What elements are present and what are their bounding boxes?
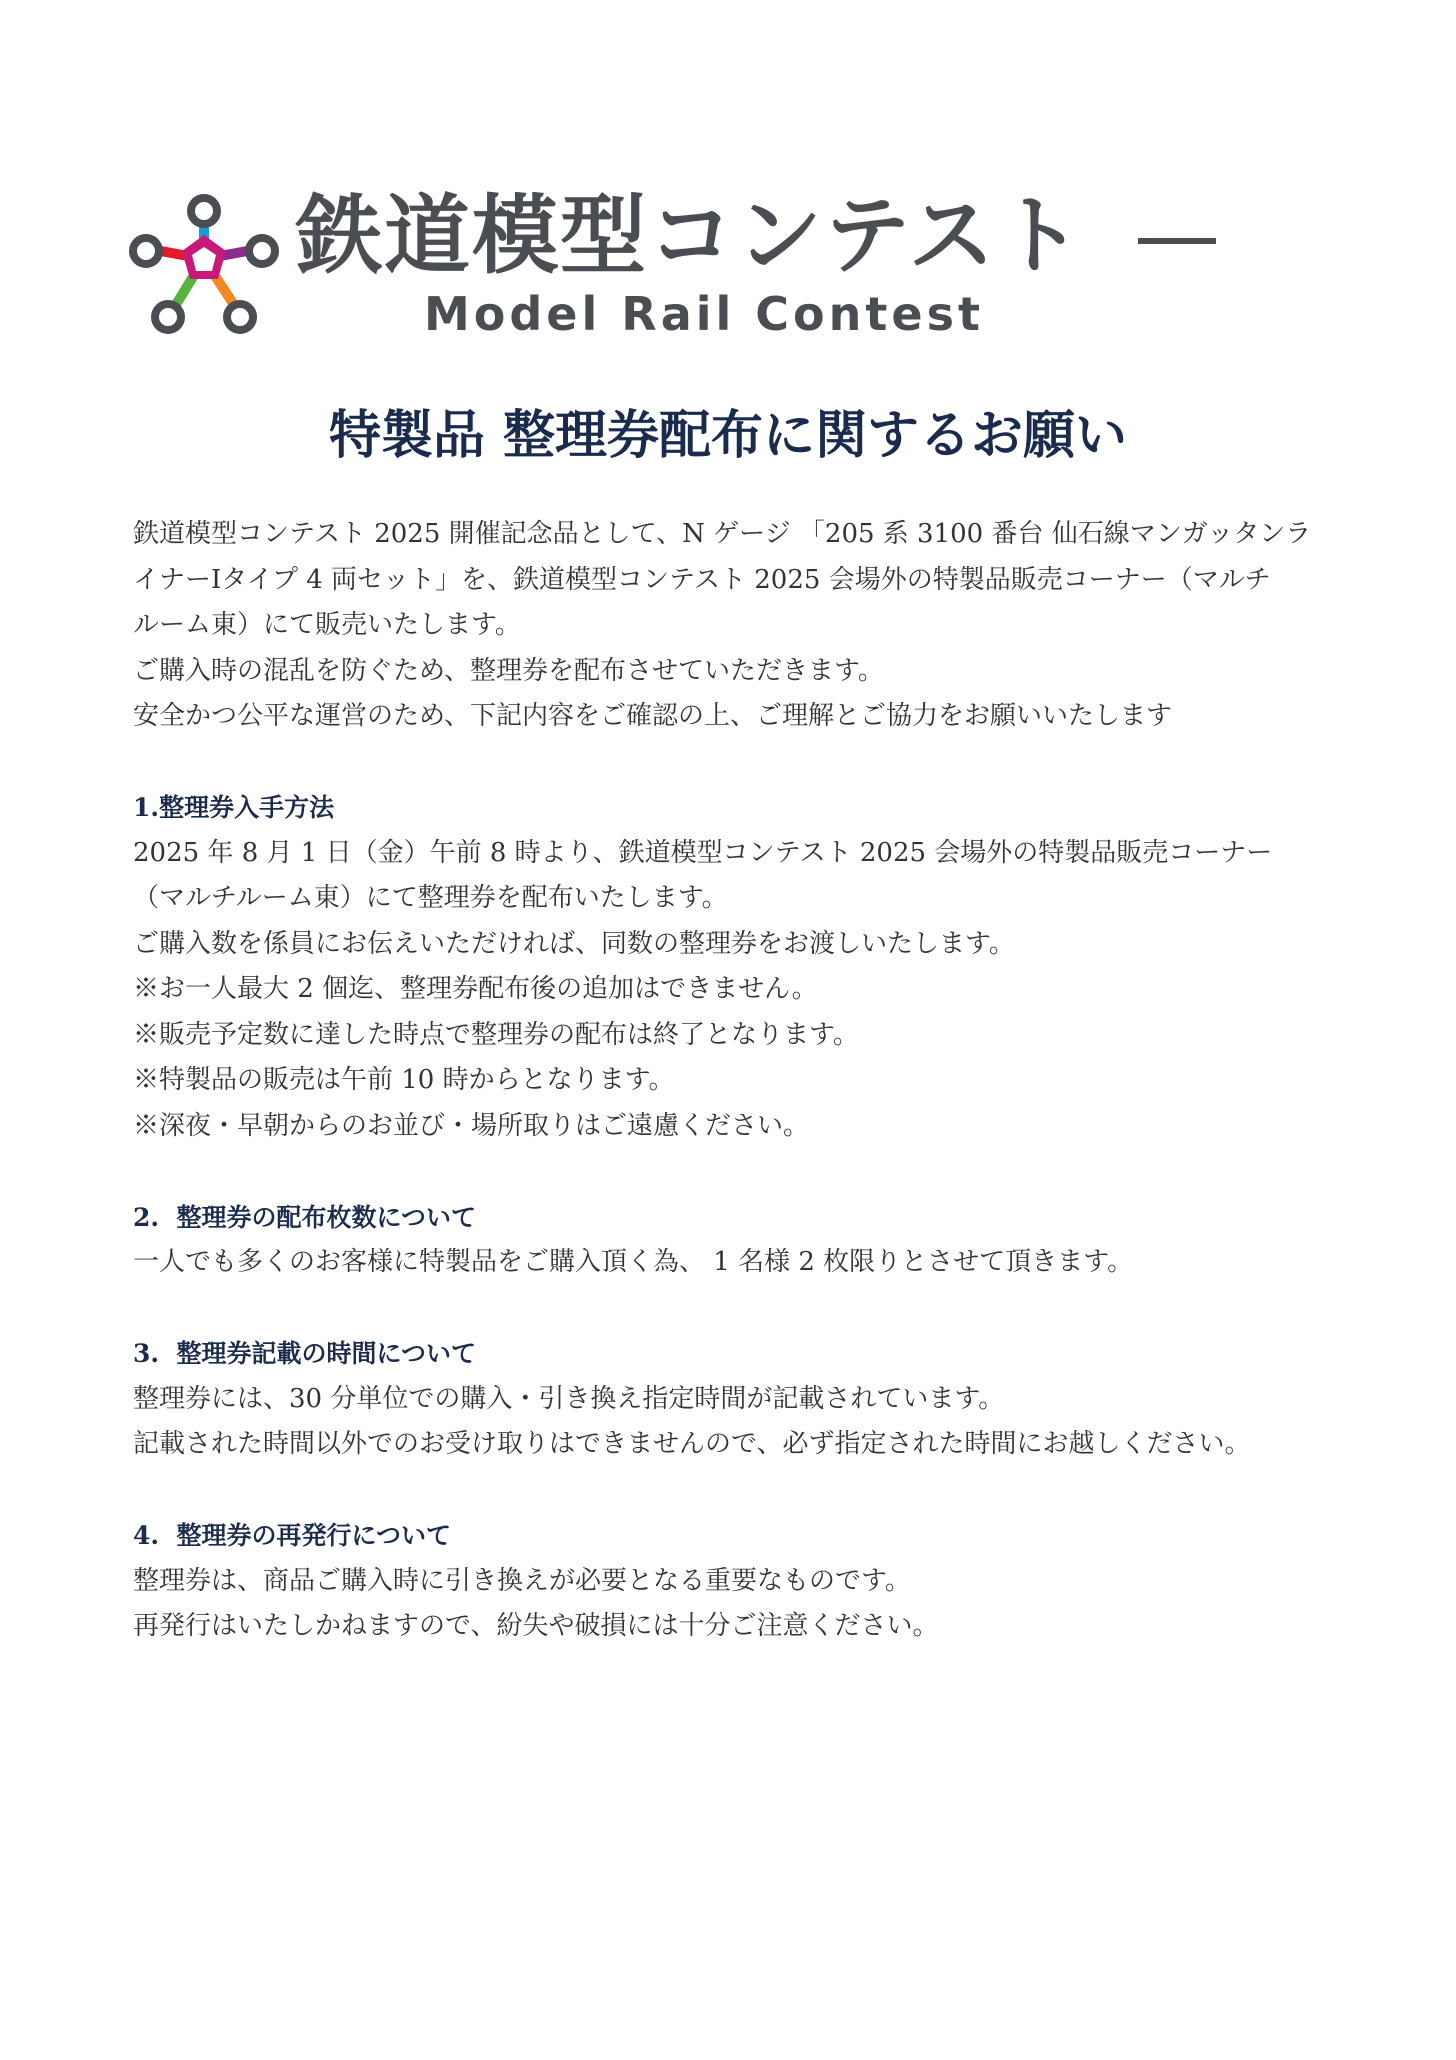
section-line: 整理券は、商品ご購入時に引き換えが必要となる重要なものです。 — [133, 1565, 911, 1596]
section-line: （マルチルーム東）にて整理券を配布いたします。 — [133, 883, 728, 913]
section-line: ※販売予定数に達した時点で整理券の配布は終了となります。 — [133, 1019, 859, 1050]
section-heading: 1.整理券入手方法 — [133, 793, 335, 822]
section-line: 記載された時間以外でのお受け取りはできませんので、必ず指定された時間にお越しください。 — [133, 1429, 1251, 1459]
model-rail-contest-logo — [128, 188, 1088, 348]
section-line: 整理券には、30 分単位での購入・引き換え指定時間が記載されています。 — [133, 1383, 1005, 1414]
spacer — [133, 1286, 1333, 1332]
section-ticket-acquisition — [133, 785, 1333, 1149]
section-heading: 2. 整理券の配布枚数について — [133, 1202, 477, 1232]
intro-line: ご購入時の混乱を防ぐため、整理券を配布させていただきます。 — [133, 655, 884, 686]
spacer — [133, 1468, 1333, 1514]
section-line: ご購入数を係員にお伝えいただければ、同数の整理券をお渡しいたします。 — [133, 928, 1015, 959]
section-ticket-time — [133, 1331, 1333, 1468]
section-line: 一人でも多くのお客様に特製品をご購入頂く為、 1 名様 2 枚限りとさせて頂きます。 — [133, 1247, 1134, 1277]
network-logo-icon — [128, 193, 280, 337]
page-title: 特製品 整理券配布に関するお願い — [328, 405, 1128, 466]
section-line: ※深夜・早朝からのお並び・場所取りはご遠慮ください。 — [133, 1110, 810, 1141]
logo-english-text: Model Rail Contest — [424, 287, 984, 341]
intro-line: 安全かつ公平な運営のため、下記内容をご確認の上、ご理解とご協力をお願いいたします — [133, 701, 1172, 731]
section-heading: 4. 整理券の再発行について — [133, 1521, 452, 1550]
section-line: ※お一人最大 2 個迄、整理券配布後の追加はできません。 — [133, 974, 818, 1004]
logo-underline-rule — [1138, 238, 1216, 244]
section-line: 再発行はいたしかねますので、紛失や破損には十分ご注意ください。 — [133, 1611, 939, 1641]
intro-line: 鉄道模型コンテスト 2025 開催記念品として、N ゲージ 「205 系 3100 番台 仙石線マンガッタンラ — [133, 519, 1312, 549]
logo-japanese-text: 鉄道模型コンテスト — [296, 186, 1085, 286]
section-line: 2025 年 8 月 1 日（金）午前 8 時より、鉄道模型コンテスト 2025 会場外の特製品販売コーナー — [133, 837, 1273, 868]
intro-line: ルーム東）にて販売いたします。 — [133, 610, 521, 640]
intro-line: イナーⅠタイプ 4 両セット」を、鉄道模型コンテスト 2025 会場外の特製品販売コーナー（マルチ — [133, 564, 1271, 595]
document-body — [133, 512, 1333, 1650]
section-line: ※特製品の販売は午前 10 時からとなります。 — [133, 1065, 675, 1095]
spacer — [133, 740, 1333, 786]
section-ticket-reissue — [133, 1513, 1333, 1650]
intro-paragraph — [133, 512, 1333, 740]
spacer — [133, 1149, 1333, 1195]
section-heading: 3. 整理券記載の時間について — [133, 1339, 477, 1368]
section-ticket-count — [133, 1195, 1333, 1286]
